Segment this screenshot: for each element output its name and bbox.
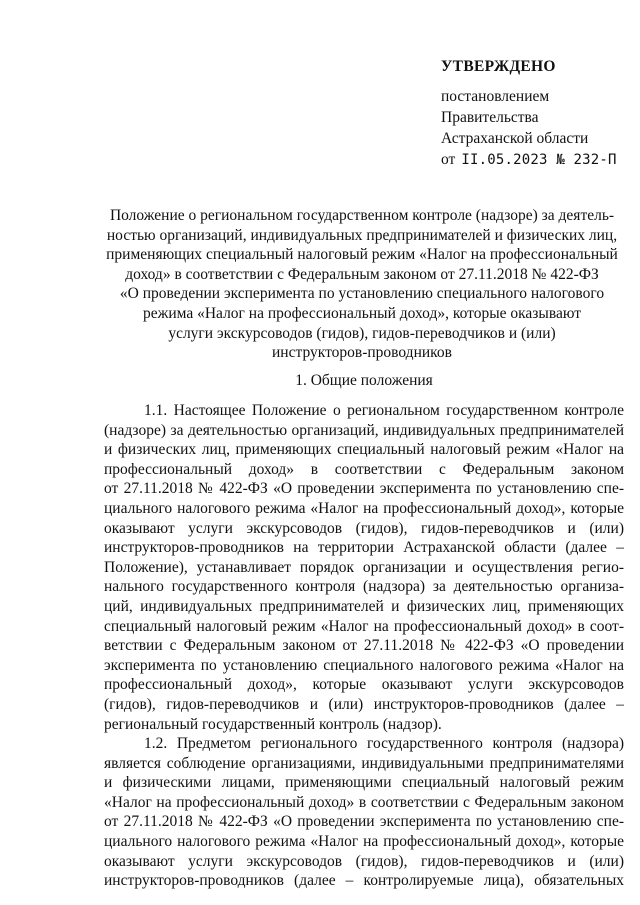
title-line: «О проведении эксперимента по установлению специального налогового — [119, 285, 605, 303]
approval-date-line — [441, 149, 631, 171]
document-title — [98, 206, 626, 363]
paragraph-line: циального налогового режима «Налог на профессиональный доход», которые — [104, 833, 624, 851]
paragraph-line: оказывают услуги экскурсоводов (гидов), гидов-переводчиков и (или) — [104, 852, 624, 870]
paragraph-line: и физических лиц, применяющих специальный налоговый режим «Налог на — [104, 441, 624, 459]
approval-line-1: постановлением — [441, 88, 550, 105]
paragraph-1-2 — [104, 734, 624, 891]
paragraph-line: ветствии с Федеральным законом от 27.11.2018 № 422-ФЗ «О проведении — [104, 637, 624, 655]
paragraph-line: инструкторов-проводников (далее – контролируемые лица), обязательных — [104, 872, 624, 890]
title-line: инструкторов-проводников — [272, 344, 452, 362]
paragraph-line: от 27.11.2018 № 422-ФЗ «О проведении эксперимента по установлению спе- — [104, 480, 624, 498]
title-line: Положение о региональном государственном контроле (надзоре) за деятель- — [109, 207, 615, 224]
paragraph-line: специальный налоговый режим «Налог на профессиональный доход» в соот- — [104, 617, 624, 635]
paragraph-line: 1.1. Настоящее Положение о региональном государственном контроле — [144, 402, 624, 419]
approval-date-number-stamp: II.05.2023 № 232-П — [461, 152, 617, 168]
title-line: режима «Налог на профессиональный доход», которые оказывают — [143, 304, 581, 322]
paragraph-line: 1.2. Предметом регионального государственного контроля (надзора) — [144, 735, 624, 753]
paragraph-line: (гидов), гидов-переводчиков и (или) инструкторов-проводников (далее – — [104, 695, 624, 713]
title-line: применяющих специальный налоговый режим «Налог на профессиональный — [106, 246, 618, 264]
paragraph-line: является соблюдение организациями, индивидуальными предпринимателями — [104, 754, 624, 772]
paragraph-line: региональный государственный контроль (надзор). — [104, 715, 442, 733]
paragraph-line: от 27.11.2018 № 422-ФЗ «О проведении эксперимента по установлению спе- — [104, 813, 624, 831]
title-line: ностью организаций, индивидуальных предпринимателей и физических лиц, — [106, 226, 618, 244]
paragraph-1-1 — [104, 401, 624, 734]
paragraph-line: циального налогового режима «Налог на профессиональный доход», которые — [104, 499, 624, 517]
approval-heading: УТВЕРЖДЕНО — [441, 58, 556, 75]
document-body — [104, 401, 624, 891]
paragraph-line: и физическими лицами, применяющими специальный налоговый режим — [104, 774, 624, 792]
approval-block — [441, 56, 631, 171]
paragraph-line: нального государственного контроля (надзора) за деятельностью организа- — [104, 578, 624, 596]
paragraph-line: Положение), устанавливает порядок организации и осуществления регио- — [104, 558, 624, 576]
paragraph-line: профессиональный доход» в соответствии с Федеральным законом — [104, 460, 624, 478]
paragraph-line: ций, индивидуальных предпринимателей и физических лиц, применяющих — [104, 597, 624, 615]
approval-line-3: Астраханской области — [441, 130, 589, 147]
approval-line-2: Правительства — [441, 109, 539, 126]
paragraph-line: оказывают услуги экскурсоводов (гидов), гидов-переводчиков и (или) — [104, 519, 624, 537]
paragraph-line: инструкторов-проводников на территории Астраханской области (далее – — [104, 539, 624, 557]
title-line: услуги экскурсоводов (гидов), гидов-переводчиков и (или) — [168, 324, 556, 342]
paragraph-line: профессиональный доход», которые оказывают услуги экскурсоводов — [104, 676, 624, 694]
paragraph-line: «Налог на профессиональный доход» в соответствии с Федеральным законом — [104, 793, 624, 811]
section-heading: 1. Общие положения — [295, 372, 433, 389]
paragraph-line: (надзоре) за деятельностью организаций, индивидуальных предпринимателей — [104, 421, 624, 439]
approval-from-label: от — [441, 151, 456, 168]
title-line: доход» в соответствии с Федеральным законом от 27.11.2018 № 422-ФЗ — [125, 265, 599, 283]
paragraph-line: эксперимента по установлению специального налогового режима «Налог на — [104, 656, 624, 674]
